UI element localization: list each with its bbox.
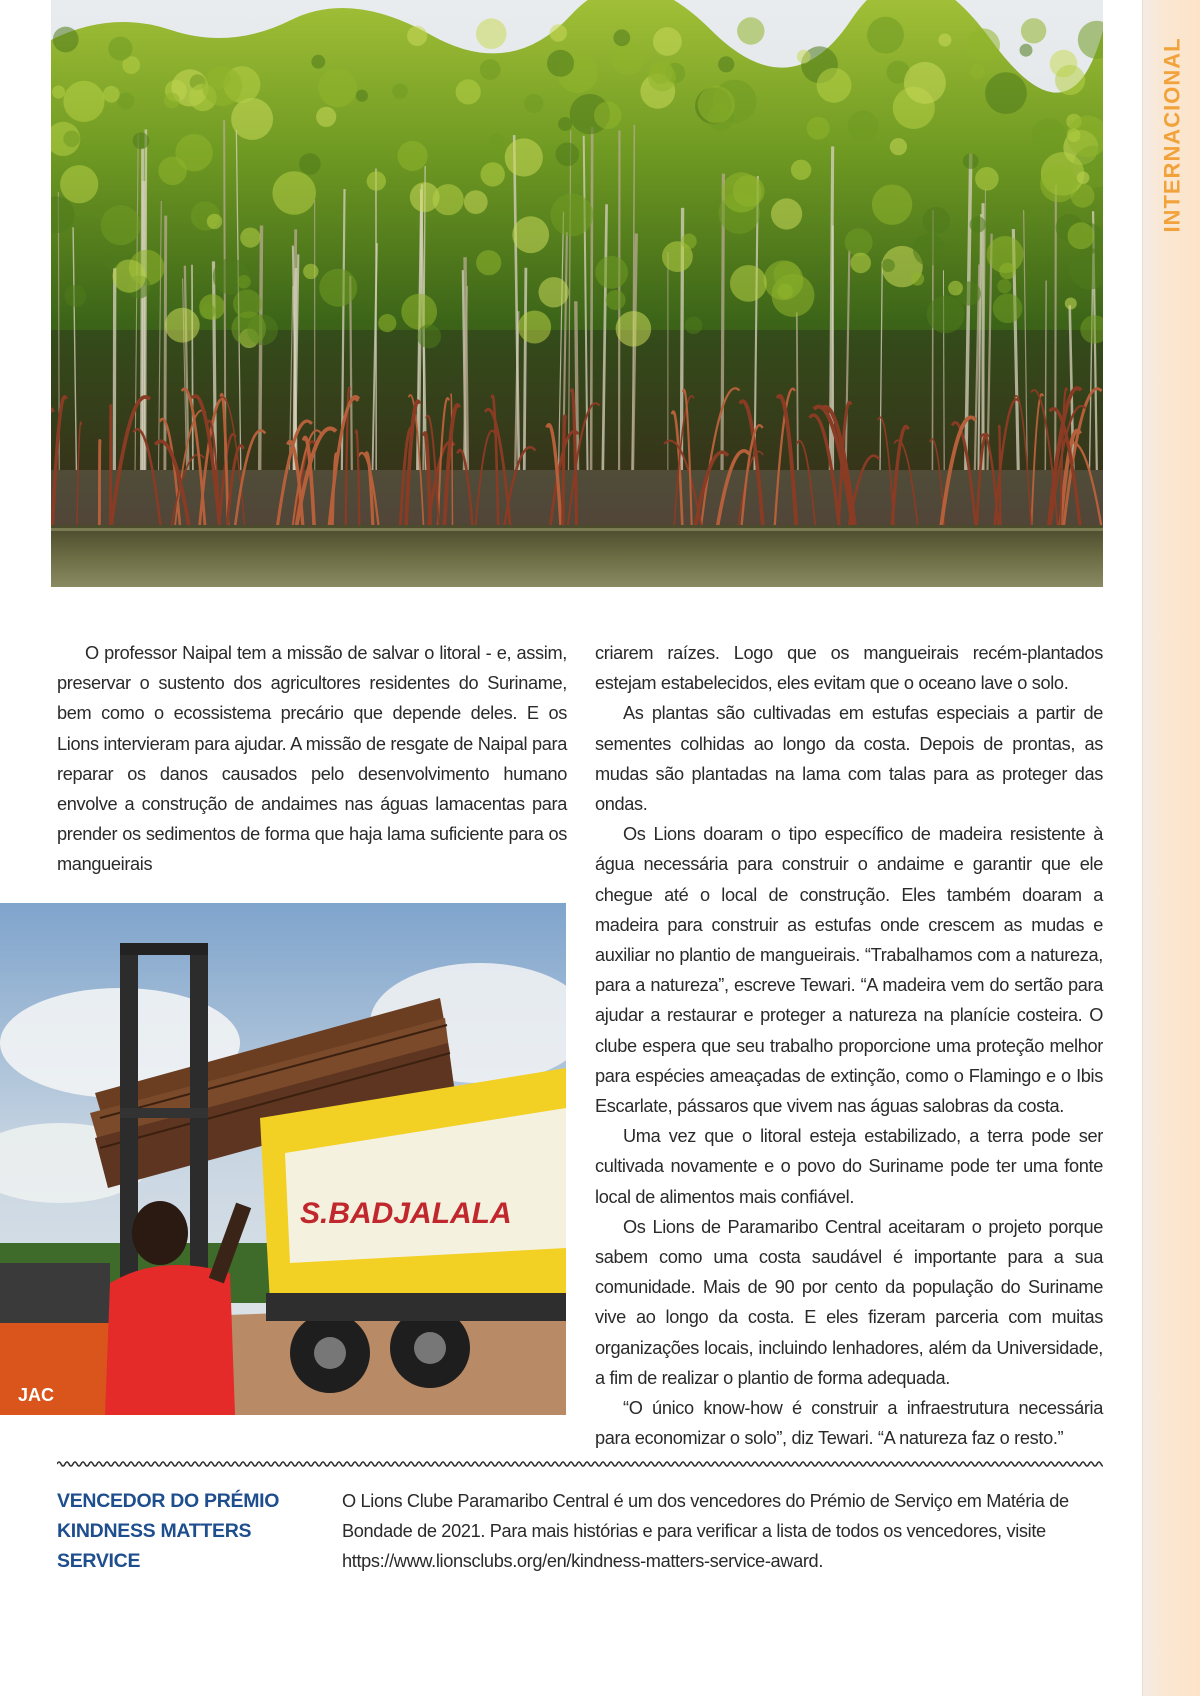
truck-photo (0, 903, 566, 1415)
article-paragraph-continuation: criarem raízes. Logo que os mangueirais recém-plantados estejam estabelecidos, eles evitam que o oceano lave o solo. (595, 643, 1103, 694)
article-paragraph: Os Lions de Paramaribo Central aceitaram o projeto porque sabem como uma costa saudável é importante para a sua comunidade. Mais de 90 por cento da população do Suriname vive ao longo da costa. E eles fizeram parceria com muitas organizações locais, incluindo lenhadores, além da Universidade, a fim de realizar o plantio de forma adequada. (595, 1216, 1103, 1388)
article-right-column (595, 638, 1103, 1453)
section-sidebar (1142, 0, 1200, 1696)
award-title-line-2: KINDNESS MATTERS SERVICE (57, 1520, 252, 1572)
article-paragraph: “O único know-how é construir a infraestrutura necessária para economizar o solo”, diz Tewari. “A natureza faz o resto.” (595, 1398, 1103, 1449)
article-paragraph: Os Lions doaram o tipo específico de madeira resistente à água necessária para construir o andaime e garantir que ele chegue até o local de construção. Eles também doaram a madeira para construir as estufas onde crescem as mudas e auxiliar no plantio de mangueirais. “Trabalhamos com a natureza, para a natureza”, escreve Tewari. “A madeira vem do sertão para ajudar a restaurar e proteger a natureza na planície costeira. O clube espera que seu trabalho proporcione uma proteção melhor para espécies ameaçadas de extinção, como o Flamingo e o Ibis Escarlate, pássaros que vivem nas águas salobras da costa. (595, 824, 1103, 1117)
article-paragraph: O professor Naipal tem a missão de salvar o litoral - e, assim, preservar o sustento dos agricultores residentes do Suriname, bem como o ecossistema precário que depende deles. E os Lions intervieram para ajudar. A missão de resgate de Naipal para reparar os danos causados pelo desenvolvimento humano envolve a construção de andaimes nas águas lamacentas para prender os sedimentos de forma que haja lama suficiente para os mangueirais (57, 643, 567, 875)
award-title-line-1: VENCEDOR DO PRÉMIO (57, 1490, 280, 1512)
award-title (57, 1486, 327, 1576)
wavy-divider (57, 1458, 1103, 1470)
svg-text:JAC: JAC (18, 1385, 55, 1405)
article-left-column (57, 638, 567, 880)
award-text: O Lions Clube Paramaribo Central é um dos vencedores do Prémio de Serviço em Matéria de Bondade de 2021. Para mais histórias e para verificar a lista de todos os vencedores, visite https://www.lionsclubs.org/en/kindness-matters-service-award. (342, 1491, 1069, 1571)
section-label-text: INTERNACIONAL (1160, 37, 1186, 233)
truck-sign: S.BADJALALA (300, 1197, 512, 1230)
section-label (1155, 37, 1191, 233)
article-paragraph: Uma vez que o litoral esteja estabilizado, a terra pode ser cultivada novamente e o povo do Suriname pode ter uma fonte local de alimentos mais confiável. (595, 1126, 1103, 1207)
article-paragraph: As plantas são cultivadas em estufas especiais a partir de sementes colhidas ao longo da costa. Depois de prontas, as mudas são plantadas na lama com talas para as proteger das ondas. (595, 703, 1103, 815)
mangrove-photo (51, 0, 1103, 587)
